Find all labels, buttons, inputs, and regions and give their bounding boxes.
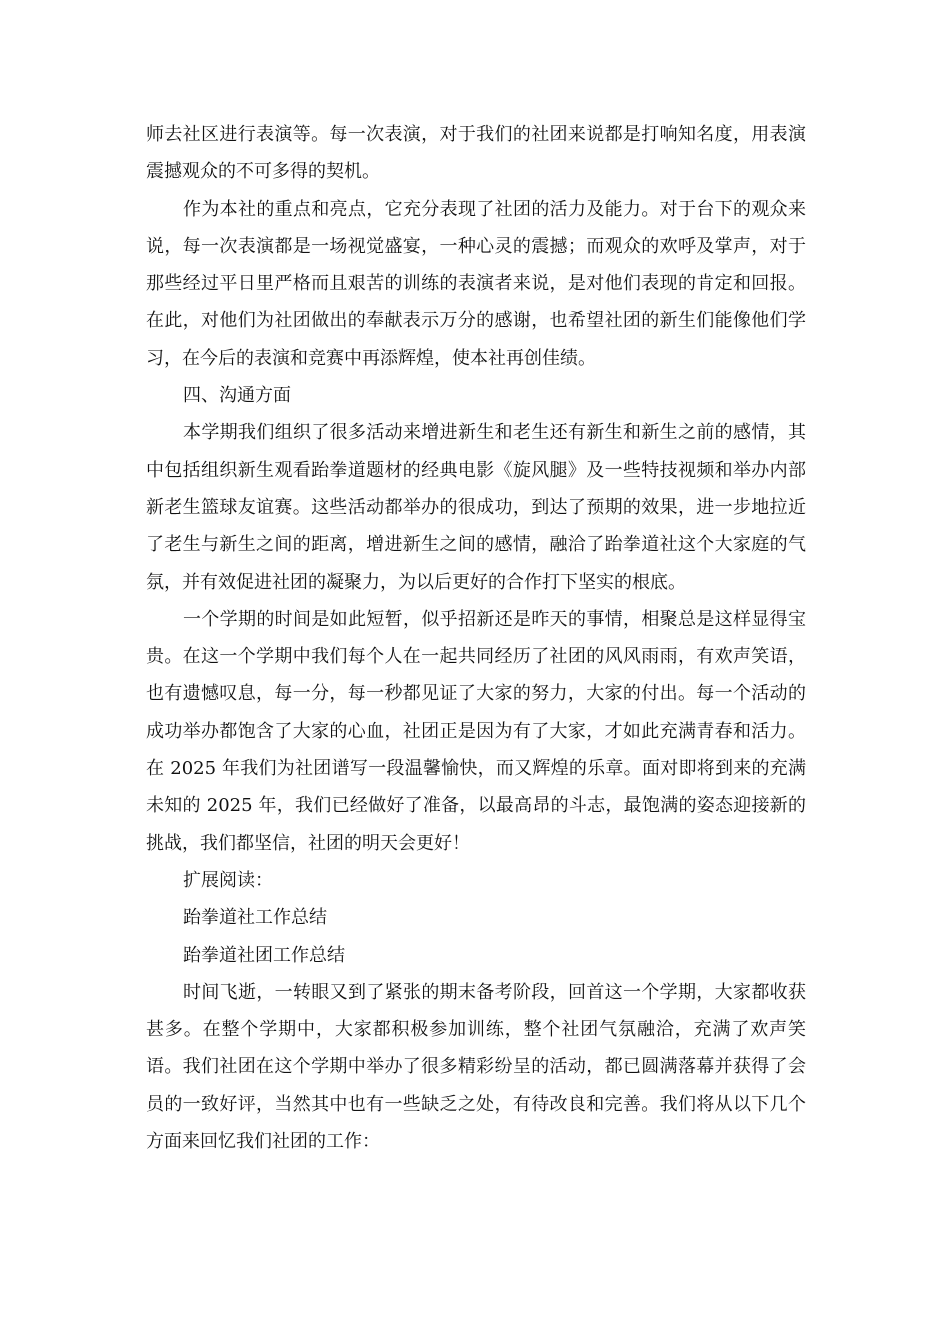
extended-reading-item-2: 跆拳道社团工作总结	[183, 944, 345, 966]
paragraph-performance-cont: 师去社区进行表演等。每一次表演，对于我们的社团来说都是打响知名度，用表演震撼观众的不可多得的契机。	[146, 124, 806, 183]
paragraph-communication: 本学期我们组织了很多活动来增进新生和老生还有新生和新生之前的感情，其中包括组织新生观看跆拳道题材的经典电影《旋风腿》及一些特技视频和举办内部新老生篮球友谊赛。这些活动都举办的很成功，到达了预期的效果，进一步地拉近了老生与新生之间的距离，增进新生之间的感情，融洽了跆拳道社这个大家庭的气氛，并有效促进社团的凝聚力，为以后更好的合作打下坚实的根底。	[146, 422, 806, 593]
paragraph-highlight: 作为本社的重点和亮点，它充分表现了社团的活力及能力。对于台下的观众来说，每一次表演都是一场视觉盛宴，一种心灵的震撼；而观众的欢呼及掌声，对于那些经过平日里严格而且艰苦的训练的表演者来说，是对他们表现的肯定和回报。在此，对他们为社团做出的奉献表示万分的感谢，也希望社团的新生们能像他们学习，在今后的表演和竞赛中再添辉煌，使本社再创佳绩。	[146, 198, 806, 369]
paragraph-semester-review: 一个学期的时间是如此短暂，似乎招新还是昨天的事情，相聚总是这样显得宝贵。在这一个学期中我们每个人在一起共同经历了社团的风风雨雨，有欢声笑语，也有遗憾叹息，每一分，每一秒都见证了大家的努力，大家的付出。每一个活动的成功举办都饱含了大家的心血，社团正是因为有了大家，才如此充满青春和活力。在 2025 年我们为社团谱写一段温馨愉快，而又辉煌的乐章。面对即将到来的充满未知的 2025 年，我们已经做好了准备，以最高昂的斗志，最饱满的姿态迎接新的挑战，我们都坚信，社团的明天会更好！	[146, 608, 806, 854]
document-page	[146, 116, 806, 1160]
extended-reading-label: 扩展阅读：	[183, 869, 273, 891]
extended-reading-item-1: 跆拳道社工作总结	[183, 907, 327, 929]
section-heading-communication: 四、沟通方面	[183, 385, 291, 407]
paragraph-new-summary-intro: 时间飞逝，一转眼又到了紧张的期末备考阶段，回首这一个学期，大家都收获甚多。在整个学期中，大家都积极参加训练，整个社团气氛融洽，充满了欢声笑语。我们社团在这个学期中举办了很多精彩纷呈的活动，都已圆满落幕并获得了会员的一致好评，当然其中也有一些缺乏之处，有待改良和完善。我们将从以下几个方面来回忆我们社团的工作：	[146, 981, 806, 1153]
